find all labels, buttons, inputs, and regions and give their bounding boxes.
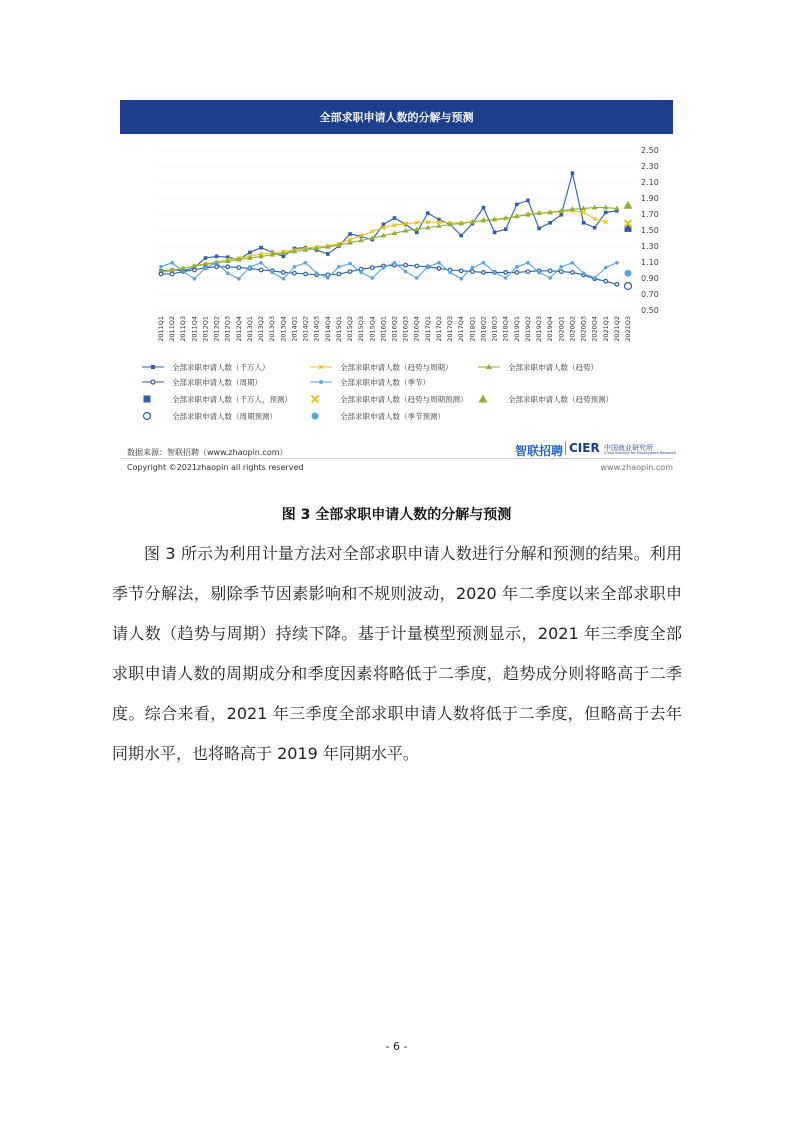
data-point bbox=[215, 265, 219, 269]
x-tick-label: 2013Q2 bbox=[257, 316, 266, 342]
legend-swatch-marker bbox=[144, 396, 151, 403]
series-line bbox=[161, 211, 606, 273]
x-tick-label: 2021Q1 bbox=[601, 316, 610, 342]
x-tick-label: 2011Q4 bbox=[190, 316, 199, 342]
x-tick-label: 2018Q4 bbox=[501, 316, 510, 342]
footer-divider bbox=[120, 458, 673, 459]
data-point bbox=[359, 271, 363, 275]
x-tick-label: 2011Q1 bbox=[157, 316, 165, 342]
y-tick-label: 1.70 bbox=[641, 210, 659, 219]
data-point bbox=[170, 261, 174, 265]
x-tick-label: 2017Q4 bbox=[457, 316, 466, 342]
page-number: - 6 - bbox=[385, 1040, 408, 1053]
data-point bbox=[282, 255, 286, 259]
data-point bbox=[482, 261, 486, 265]
data-point bbox=[415, 264, 419, 268]
data-point bbox=[204, 256, 208, 260]
y-tick-label: 2.50 bbox=[641, 146, 659, 155]
data-point bbox=[237, 277, 241, 281]
x-tick-label: 2014Q4 bbox=[323, 316, 332, 342]
data-point bbox=[471, 270, 475, 274]
body-paragraph: 图 3 所示为利用计量方法对全部求职申请人数进行分解和预测的结果。利用季节分解法，剔除季节因素影响和不规则波动，2020 年二季度以来全部求职申请人数（趋势与周期）持续下降。基于计量模型预测显示，2021 年三季度全部求职申请人数的周期成分和季度因素将略低于二季度，趋势成分则将略高于二季度。综合来看，2021 年三季度全部求职申请人数将低于二季度，但略高于去年同期水平，也将略高于 2019 年同期水平。 bbox=[112, 544, 682, 763]
data-point bbox=[593, 226, 597, 230]
x-tick-label: 2012Q1 bbox=[201, 316, 210, 342]
data-point bbox=[215, 261, 219, 265]
data-point bbox=[526, 199, 530, 203]
data-point bbox=[359, 267, 363, 271]
y-tick-label: 0.50 bbox=[641, 306, 659, 315]
cier-logo-english: China Institute for Employment Research bbox=[604, 451, 677, 455]
data-point bbox=[226, 265, 230, 269]
x-tick-label: 2011Q3 bbox=[179, 316, 188, 342]
data-point bbox=[504, 276, 508, 280]
data-point bbox=[515, 271, 519, 275]
x-tick-label: 2020Q3 bbox=[579, 316, 588, 342]
data-point bbox=[193, 277, 197, 281]
data-point bbox=[248, 251, 252, 255]
data-point bbox=[259, 261, 263, 265]
y-tick-label: 2.30 bbox=[641, 162, 659, 171]
x-tick-label: 2015Q2 bbox=[346, 316, 355, 342]
data-point bbox=[393, 261, 397, 265]
cier-logo: CIER bbox=[569, 441, 600, 455]
y-tick-label: 1.10 bbox=[641, 258, 659, 267]
data-point bbox=[270, 271, 274, 275]
x-tick-label: 2017Q3 bbox=[446, 316, 455, 342]
data-point bbox=[593, 276, 597, 280]
data-point bbox=[526, 261, 530, 265]
x-tick-label: 2021Q3 bbox=[624, 316, 632, 342]
data-point bbox=[559, 265, 563, 269]
data-point bbox=[348, 232, 352, 236]
cier-logo-chinese: 中国就业研究所 bbox=[604, 444, 653, 452]
data-point bbox=[615, 261, 619, 265]
data-point bbox=[559, 270, 563, 274]
y-tick-label: 1.30 bbox=[641, 242, 659, 251]
data-point bbox=[226, 271, 230, 275]
data-point bbox=[348, 270, 352, 274]
legend-label: 全部求职申请人数（季节预测） bbox=[340, 412, 445, 421]
data-point bbox=[348, 262, 352, 266]
x-tick-label: 2013Q4 bbox=[279, 316, 288, 342]
data-point bbox=[515, 265, 519, 269]
legend-label: 全部求职申请人数（季节） bbox=[340, 378, 430, 387]
data-point bbox=[415, 231, 419, 235]
figure-caption: 图 3 全部求职申请人数的分解与预测 bbox=[281, 507, 512, 523]
x-tick-label: 2020Q2 bbox=[568, 316, 577, 342]
forecast-point bbox=[625, 270, 632, 277]
x-tick-label: 2011Q2 bbox=[168, 316, 177, 342]
data-point bbox=[215, 255, 219, 259]
x-tick-label: 2014Q2 bbox=[301, 316, 310, 342]
data-point bbox=[259, 268, 263, 272]
legend-label: 全部求职申请人数（周期） bbox=[172, 378, 262, 387]
x-tick-label: 2016Q4 bbox=[412, 316, 421, 342]
data-point bbox=[482, 271, 486, 275]
data-point bbox=[193, 268, 197, 272]
copyright-text: Copyright ©2021zhaopin all rights reserved bbox=[127, 463, 304, 472]
data-point bbox=[482, 206, 486, 210]
x-tick-label: 2018Q1 bbox=[468, 316, 477, 342]
data-point bbox=[426, 265, 430, 269]
data-point bbox=[548, 221, 552, 225]
data-point bbox=[571, 271, 575, 275]
legend-label: 全部求职申请人数（趋势预测） bbox=[508, 395, 613, 404]
data-point bbox=[459, 269, 463, 273]
data-point bbox=[282, 277, 286, 281]
data-point bbox=[248, 265, 252, 269]
x-tick-label: 2013Q1 bbox=[245, 316, 254, 342]
x-tick-label: 2021Q2 bbox=[612, 316, 621, 342]
x-tick-label: 2019Q4 bbox=[546, 316, 555, 342]
data-point bbox=[604, 266, 608, 270]
data-point bbox=[526, 270, 530, 274]
chart-banner-title: 全部求职申请人数的分解与预测 bbox=[120, 100, 673, 134]
x-tick-label: 2014Q1 bbox=[290, 316, 299, 342]
data-point bbox=[293, 265, 297, 269]
data-point bbox=[604, 211, 608, 215]
y-tick-label: 0.90 bbox=[641, 274, 659, 283]
legend-label: 全部求职申请人数（趋势） bbox=[508, 363, 598, 372]
x-tick-label: 2014Q3 bbox=[312, 316, 321, 342]
body-paragraph-block bbox=[112, 534, 682, 774]
x-tick-label: 2020Q4 bbox=[590, 316, 599, 342]
legend-swatch-marker bbox=[319, 380, 323, 384]
x-tick-label: 2019Q2 bbox=[523, 316, 532, 342]
data-point bbox=[326, 276, 330, 280]
data-point bbox=[181, 270, 185, 274]
legend-swatch-marker bbox=[151, 365, 155, 369]
data-point bbox=[170, 272, 174, 276]
y-tick-label: 0.70 bbox=[641, 290, 659, 299]
data-point bbox=[304, 261, 308, 265]
legend-swatch-marker bbox=[312, 413, 319, 420]
data-point bbox=[504, 227, 508, 231]
legend-label: 全部求职申请人数（趋势与周期） bbox=[340, 363, 453, 372]
x-tick-label: 2016Q3 bbox=[401, 316, 410, 342]
data-point bbox=[404, 263, 408, 267]
data-point bbox=[293, 271, 297, 275]
legend-label: 全部求职申请人数（趋势与周期预测） bbox=[340, 395, 468, 404]
data-point bbox=[426, 211, 430, 215]
forecast-point bbox=[624, 201, 633, 209]
x-tick-label: 2015Q3 bbox=[357, 316, 366, 342]
data-point bbox=[604, 279, 608, 283]
data-point bbox=[448, 271, 452, 275]
legend-label: 全部求职申请人数（周期预测） bbox=[172, 412, 277, 421]
forecast-point bbox=[625, 283, 632, 290]
y-tick-label: 1.50 bbox=[641, 226, 659, 235]
x-tick-label: 2018Q2 bbox=[479, 316, 488, 342]
zhilian-logo: 智联招聘 bbox=[515, 444, 564, 458]
data-point bbox=[337, 272, 341, 276]
x-tick-label: 2016Q1 bbox=[379, 316, 388, 342]
data-point bbox=[582, 271, 586, 275]
data-point bbox=[571, 171, 575, 175]
data-point bbox=[404, 270, 408, 274]
data-point bbox=[437, 267, 441, 271]
data-point bbox=[615, 283, 619, 287]
data-point bbox=[382, 266, 386, 270]
data-point bbox=[493, 231, 497, 235]
data-point bbox=[537, 227, 541, 231]
data-point bbox=[370, 266, 374, 270]
x-tick-label: 2012Q3 bbox=[223, 316, 232, 342]
data-point bbox=[237, 266, 241, 270]
x-tick-label: 2012Q2 bbox=[212, 316, 221, 342]
data-point bbox=[582, 221, 586, 225]
data-point bbox=[493, 271, 497, 275]
legend-swatch-marker bbox=[151, 380, 155, 384]
data-point bbox=[204, 266, 208, 270]
legend-swatch-marker bbox=[479, 395, 488, 403]
data-point bbox=[370, 276, 374, 280]
data-point bbox=[259, 246, 263, 250]
data-point bbox=[537, 271, 541, 275]
data-point bbox=[504, 271, 508, 275]
data-point bbox=[337, 265, 341, 269]
legend-label: 全部求职申请人数（千万人，预测） bbox=[172, 395, 292, 404]
data-source-note: 数据来源：智联招聘（www.zhaopin.com） bbox=[127, 448, 288, 457]
y-tick-label: 1.90 bbox=[641, 194, 659, 203]
data-point bbox=[459, 234, 463, 238]
data-point bbox=[548, 269, 552, 273]
x-tick-label: 2017Q2 bbox=[434, 316, 443, 342]
x-tick-label: 2012Q4 bbox=[234, 316, 243, 342]
x-tick-label: 2015Q1 bbox=[334, 316, 343, 342]
data-point bbox=[437, 261, 441, 265]
website-link[interactable]: www.zhaopin.com bbox=[600, 463, 673, 472]
x-tick-label: 2013Q3 bbox=[268, 316, 277, 342]
x-tick-label: 2017Q1 bbox=[423, 316, 432, 342]
data-point bbox=[326, 252, 330, 256]
data-point bbox=[304, 272, 308, 276]
data-point bbox=[471, 266, 475, 270]
data-point bbox=[393, 216, 397, 220]
legend-swatch-marker bbox=[312, 396, 319, 403]
legend-swatch-marker bbox=[144, 413, 151, 420]
data-point bbox=[571, 261, 575, 265]
data-point bbox=[415, 276, 419, 280]
decomposition-chart bbox=[120, 136, 673, 441]
x-tick-label: 2018Q3 bbox=[490, 316, 499, 342]
legend-label: 全部求职申请人数（千万人） bbox=[172, 363, 270, 372]
data-point bbox=[459, 277, 463, 281]
x-tick-label: 2016Q2 bbox=[390, 316, 399, 342]
data-point bbox=[159, 265, 163, 269]
data-point bbox=[282, 271, 286, 275]
data-point bbox=[315, 271, 319, 275]
x-tick-label: 2019Q3 bbox=[535, 316, 544, 342]
x-tick-label: 2019Q1 bbox=[512, 316, 521, 342]
data-point bbox=[159, 272, 163, 276]
x-tick-label: 2015Q4 bbox=[368, 316, 377, 342]
logo-divider bbox=[565, 441, 566, 455]
data-point bbox=[548, 276, 552, 280]
y-tick-label: 2.10 bbox=[641, 178, 659, 187]
x-tick-label: 2020Q1 bbox=[557, 316, 566, 342]
data-point bbox=[515, 203, 519, 207]
